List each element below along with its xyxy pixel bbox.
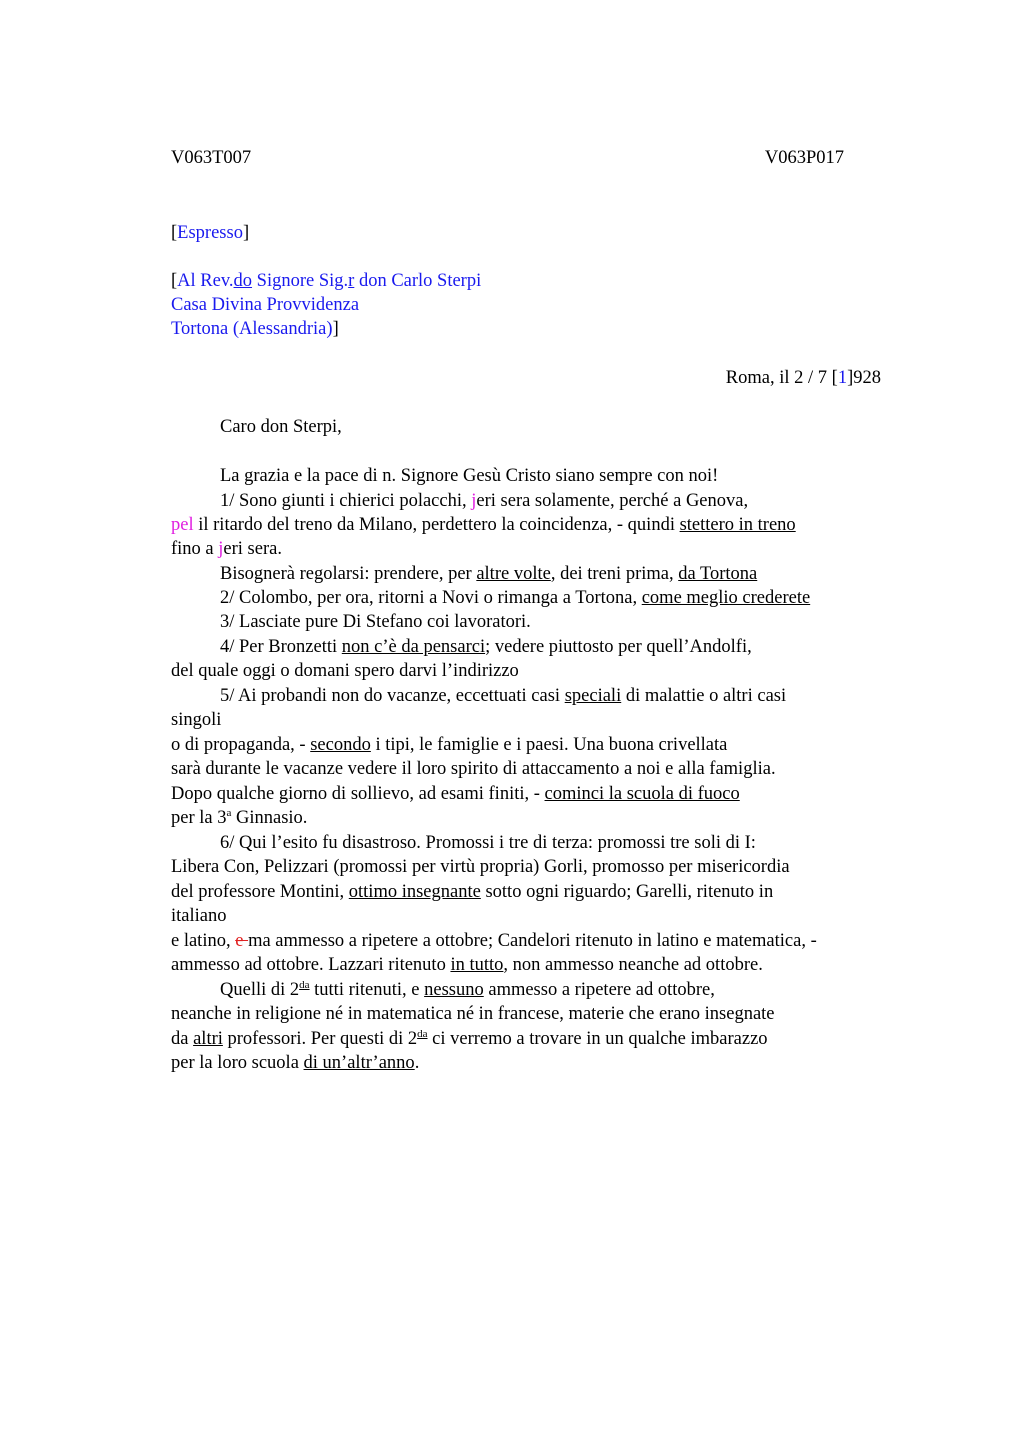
- body-line: da altri professori. Per questi di $2^{da}$ ci verremo a trovare in un qualche imbarazzo: [171, 1028, 768, 1049]
- body-line: del professore Montini, ottimo insegnante sotto ogni riguardo; Garelli, ritenuto in: [171, 882, 774, 902]
- body-line: Quelli di $2^{da}$ tutti ritenuti, e nessuno ammesso a ripetere ad ottobre,: [220, 979, 715, 1000]
- body-line: 1/ Sono giunti i chierici polacchi, jeri sera solamente, perché a Genova,: [220, 491, 749, 511]
- body-line: 5/ Ai probandi non do vacanze, eccettuati casi speciali di malattie o altri casi: [220, 686, 787, 706]
- espresso-note: [Espresso]: [171, 223, 250, 243]
- body-line: sarà durante le vacanze vedere il loro spirito di attaccamento a noi e alla famiglia.: [171, 759, 776, 779]
- body-line: per la loro scuola di un’altr’anno.: [171, 1053, 420, 1073]
- letter-date: Roma, il 2 / 7 [1]928: [725, 368, 881, 388]
- body-line: 3/ Lasciate pure Di Stefano coi lavoratori.: [220, 612, 531, 632]
- document-code-left: V063T007: [171, 148, 252, 168]
- body-line: neanche in religione né in matematica né in francese, materie che erano insegnate: [171, 1004, 775, 1024]
- body-line: 2/ Colombo, per ora, ritorni a Novi o rimanga a Tortona, come meglio crederete: [220, 588, 811, 608]
- body-line: Libera Con, Pelizzari (promossi per virtù propria) Gorli, promosso per misericordia: [171, 857, 790, 877]
- body-line: Dopo qualche giorno di sollievo, ad esami finiti, - cominci la scuola di fuoco: [171, 784, 740, 804]
- body-line: pel il ritardo del treno da Milano, perdettero la coincidenza, - quindi stettero in treno: [171, 515, 796, 535]
- body-line: singoli: [171, 710, 222, 730]
- address-line-2: Casa Divina Provvidenza: [171, 295, 360, 315]
- body-line: Bisognerà regolarsi: prendere, per altre volte, dei treni prima, da Tortona: [220, 564, 758, 584]
- salutation: Caro don Sterpi,: [220, 417, 342, 437]
- body-line: ammesso ad ottobre. Lazzari ritenuto in tutto, non ammesso neanche ad ottobre.: [171, 955, 763, 975]
- body-line: per la 3$^a$ Ginnasio.: [171, 807, 308, 828]
- body-line: 4/ Per Bronzetti non c’è da pensarci; vedere piuttosto per quell’Andolfi,: [220, 637, 752, 657]
- body-line: italiano: [171, 906, 227, 926]
- body-line: del quale oggi o domani spero darvi l’indirizzo: [171, 661, 519, 681]
- body-line: La grazia e la pace di n. Signore Gesù Cristo siano sempre con noi!: [220, 466, 719, 486]
- address-line-3: Tortona (Alessandria)]: [171, 319, 339, 339]
- body-line: e latino, e ma ammesso a ripetere a ottobre; Candelori ritenuto in latino e matematica, -: [171, 931, 817, 951]
- document-code-right: V063P017: [764, 148, 844, 168]
- body-line: 6/ Qui l’esito fu disastroso. Promossi i tre di terza: promossi tre soli di I:: [220, 833, 756, 853]
- body-line: o di propaganda, - secondo i tipi, le famiglie e i paesi. Una buona crivellata: [171, 735, 728, 755]
- address-line-1: [Al Rev.do Signore Sig.r don Carlo Sterpi: [171, 271, 482, 291]
- body-line: fino a jeri sera.: [171, 539, 282, 559]
